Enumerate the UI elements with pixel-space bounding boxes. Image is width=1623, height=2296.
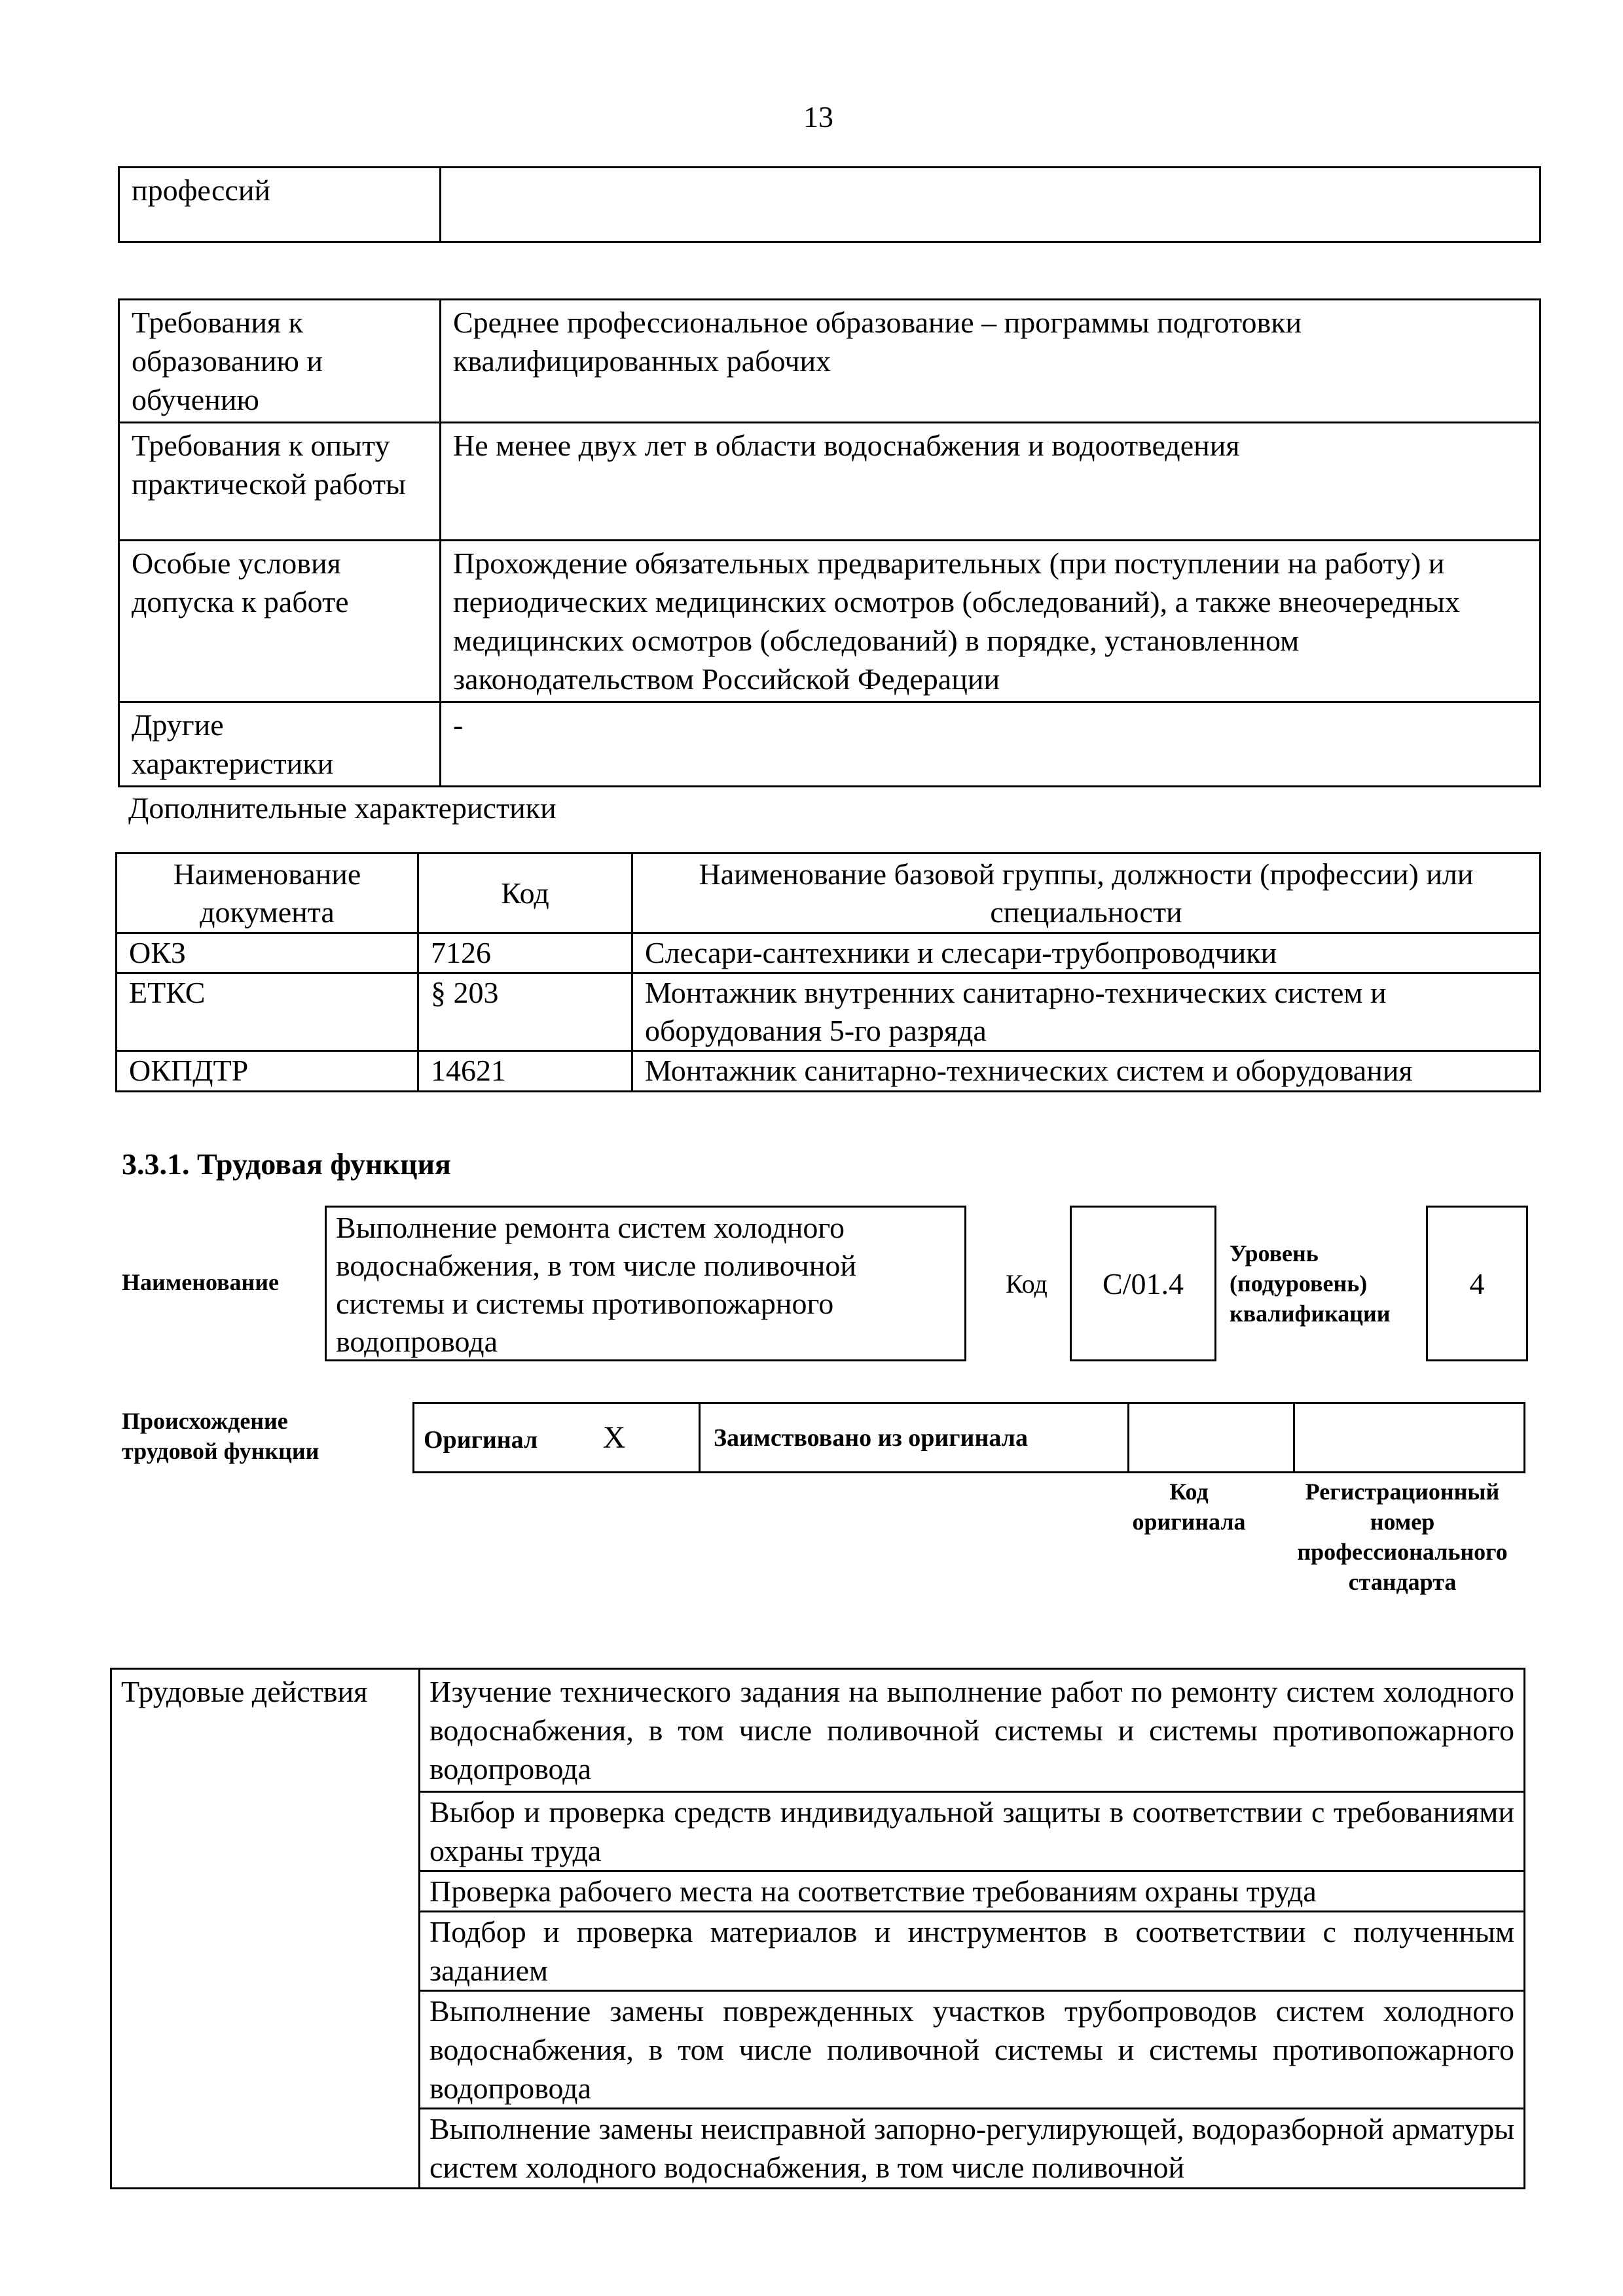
reg-caption: Регистрационный номер профессионального стандарта bbox=[1297, 1479, 1508, 1595]
req-value: - bbox=[441, 702, 1541, 787]
origin-label: Происхождение трудовой функции bbox=[122, 1408, 319, 1464]
req-label: Другие характеристики bbox=[119, 702, 441, 787]
origin-reg-cell bbox=[1294, 1403, 1525, 1473]
origin-original-mark: X bbox=[602, 1420, 626, 1455]
header-name: Наименование базовой группы, должности (профессии) или специальности bbox=[632, 853, 1541, 933]
header-document: Наименование документа bbox=[117, 853, 418, 933]
action-item: Выполнение замены неисправной запорно-регулирующей, водоразборной арматуры систем холодного водоснабжения, в том числе поливочной bbox=[420, 2109, 1525, 2189]
additional-table bbox=[115, 852, 1541, 1092]
doc-cell: ОКПДТР bbox=[117, 1051, 418, 1092]
actions-table bbox=[110, 1668, 1525, 2189]
top-table-cell-1: профессий bbox=[119, 168, 441, 242]
doc-cell: ОКЗ bbox=[117, 933, 418, 973]
action-item: Выполнение замены поврежденных участков трубопроводов систем холодного водоснабжения, в том числе поливочной системы и системы противопожарного водопровода bbox=[420, 1991, 1525, 2109]
req-label: Требования к образованию и обучению bbox=[119, 300, 441, 423]
code-value: C/01.4 bbox=[1103, 1266, 1184, 1300]
name-cell: Монтажник санитарно-технических систем и оборудования bbox=[632, 1051, 1541, 1092]
req-value: Не менее двух лет в области водоснабжения и водоотведения bbox=[441, 423, 1541, 541]
origin-code-cell bbox=[1129, 1403, 1294, 1473]
action-item: Проверка рабочего места на соответствие требованиям охраны труда bbox=[420, 1871, 1525, 1912]
function-name-value: Выполнение ремонта систем холодного водоснабжения, в том числе поливочной системы и системы противопожарного водопровода bbox=[336, 1211, 856, 1358]
level-box bbox=[1426, 1206, 1528, 1361]
action-item: Выбор и проверка средств индивидуальной защиты в соответствии с требованиями охраны труда bbox=[420, 1792, 1525, 1871]
header-code: Код bbox=[418, 853, 632, 933]
doc-cell: ЕТКС bbox=[117, 973, 418, 1051]
code-label: Код bbox=[1006, 1269, 1048, 1299]
function-heading: 3.3.1. Трудовая функция bbox=[122, 1147, 451, 1181]
requirements-table bbox=[118, 298, 1541, 787]
level-label: Уровень (подуровень) квалификации bbox=[1230, 1240, 1391, 1327]
req-value: Прохождение обязательных предварительных (при поступлении на работу) и периодических медицинских осмотров (обследований), а также внеочередных медицинских осмотров (обследований) в порядке, установленном законодательством Российской Федерации bbox=[441, 541, 1541, 702]
additional-title: Дополнительные характеристики bbox=[128, 791, 556, 825]
top-table-cell-2 bbox=[441, 168, 1541, 242]
origin-original-cell bbox=[414, 1403, 700, 1473]
function-name-box bbox=[325, 1206, 966, 1361]
code-caption: Код оригинала bbox=[1132, 1479, 1246, 1535]
actions-label: Трудовые действия bbox=[111, 1669, 420, 2189]
name-cell: Слесари-сантехники и слесари-трубопроводчики bbox=[632, 933, 1541, 973]
top-table bbox=[118, 166, 1541, 243]
req-label: Особые условия допуска к работе bbox=[119, 541, 441, 702]
code-cell: § 203 bbox=[418, 973, 632, 1051]
page-number: 13 bbox=[803, 100, 833, 134]
function-name-label: Наименование bbox=[122, 1269, 279, 1295]
origin-original-label: Оригинал bbox=[424, 1426, 538, 1454]
name-cell: Монтажник внутренних санитарно-технических систем и оборудования 5-го разряда bbox=[632, 973, 1541, 1051]
action-item: Подбор и проверка материалов и инструментов в соответствии с полученным заданием bbox=[420, 1912, 1525, 1991]
code-cell: 14621 bbox=[418, 1051, 632, 1092]
origin-borrowed-label: Заимствовано из оригинала bbox=[700, 1403, 1129, 1473]
req-label: Требования к опыту практической работы bbox=[119, 423, 441, 541]
code-cell: 7126 bbox=[418, 933, 632, 973]
req-value: Среднее профессиональное образование – программы подготовки квалифицированных рабочих bbox=[441, 300, 1541, 423]
action-item: Изучение технического задания на выполнение работ по ремонту систем холодного водоснабжения, в том числе поливочной системы и системы противопожарного водопровода bbox=[420, 1669, 1525, 1792]
level-value: 4 bbox=[1469, 1266, 1485, 1300]
origin-table bbox=[412, 1402, 1525, 1473]
code-box bbox=[1070, 1206, 1216, 1361]
